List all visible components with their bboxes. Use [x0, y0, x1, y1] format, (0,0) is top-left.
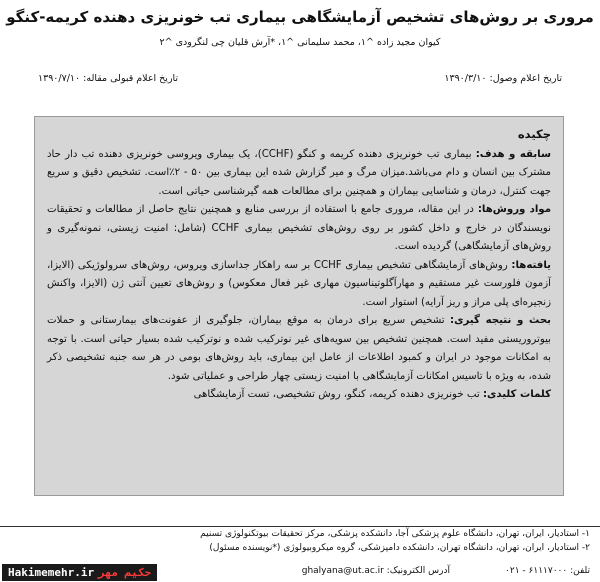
keywords-label: کلمات کلیدی:: [482, 389, 551, 400]
abstract-conclusion: [47, 312, 551, 386]
abstract-findings: [47, 257, 551, 313]
methods-label: مواد وروش‌ها:: [477, 204, 552, 215]
author-list: کیوان مجید زاده ^۱، محمد سلیمانی ^۱، *آرش قلیان چی لنگرودی ^۲: [159, 37, 441, 48]
keywords-text: تب خونریزی دهنده کریمه، کنگو، روش تشخیصی، تست آزمایشگاهی: [193, 389, 483, 400]
abstract-keywords: [47, 386, 551, 405]
date-row: [38, 72, 562, 86]
footnote-2: ۲- استادیار، ایران، تهران، دانشگاه تهران، دانشکده دامپزشکی، گروه میکروبیولوژی (*نویسنده مسئول): [209, 543, 590, 553]
watermark-persian: حکیم مهر: [98, 566, 152, 579]
findings-text: روش‌های آزمایشگاهی تشخیص بیماری CCHF بر سه راهکار جداسازی ویروس، روش‌های سرولوژیکی (الایزا، آزمون فلورست غیر مستقیم و مهارآگلوتیناسیون مهاری غیر فعال معکوس) و روش‌های تعیین آنتی ژن (الایزا، واکنش زنجیره‌ای پلی مراز و ریز آرایه) استوار است.: [47, 259, 551, 308]
conclusion-text: تشخیص سریع برای درمان به موقع بیماران، جلوگیری از عفونت‌های بیمارستانی و حملات بیوتروریستی مفید است. همچنین تشخیص بین سویه‌های غیر نوترکیب شده و نوترکیب شده بسیار حیاتی است. با توجه به امکانات موجود در ایران و کمبود اطلاعات از عامل این بیماری، باید روش‌های بومی در هر سه جنبه تشخیصی ذکر شده، به ویژه با تاسیس امکانات آزمایشگاهی با امنیت زیستی چهار طراحی و عملیاتی شود.: [47, 315, 551, 382]
footnote-1: ۱- استادیار، ایران، تهران، دانشگاه علوم پزشکی آجا، دانشکده پزشکی، مرکز تحقیقات بیوتکنولوژی تسنیم: [200, 529, 590, 539]
abstract-box: [34, 116, 564, 496]
email-address: آدرس الکترونیک: ghalyana@ut.ac.ir: [301, 566, 450, 576]
paper-title: مروری بر روش‌های تشخیص آزمایشگاهی بیماری تب خونریزی دهنده کریمه-کنگو: [6, 8, 594, 26]
site-watermark: [2, 564, 157, 581]
accepted-date: تاریخ اعلام قبولی مقاله: ۱۳۹۰/۷/۱۰: [38, 73, 179, 84]
background-label: سابقه و هدف:: [475, 148, 551, 160]
background-text: بیماری تب خونریزی دهنده کریمه و کنگو (CCHF)، یک بیماری ویروسی خونریزی دهنده تب دار حاد مشترک بین انسان و دام می‌باشد.میزان مرگ و میر گزارش شده این بیماری بین ۵۰ - ۲٪است. تشخیص دقیق و سریع جهت کنترل، درمان و شناسایی بیماران و همچنین برای مطالعات همه گیرشناسی حیاتی است.: [47, 148, 551, 197]
abstract-methods: [47, 201, 551, 257]
phone-number: تلفن: ۶۱۱۱۷۰۰۰ - ۰۲۱: [505, 566, 590, 576]
abstract-background: [47, 146, 551, 202]
conclusion-label: بحث و نتیجه گیری:: [450, 315, 552, 326]
watermark-latin: Hakimemehr.ir: [8, 566, 95, 579]
footnotes: [0, 526, 600, 555]
methods-text: در این مقاله، مروری جامع با استفاده از بررسی منابع و همچنین نتایج حاصل از مطالعات و تحقیقات نویسندگان در خارج و داخل کشور بر روی روش‌های تشخیص بیماری CCHF (شامل: امنیت زیستی، نمونه‌گیری و روش‌های آزمایشگاهی) گردیده است.: [47, 204, 551, 252]
received-date: تاریخ اعلام وصول: ۱۳۹۰/۳/۱۰: [444, 73, 562, 84]
findings-label: یافته‌ها:: [511, 259, 551, 271]
abstract-heading: چکیده: [517, 127, 551, 141]
